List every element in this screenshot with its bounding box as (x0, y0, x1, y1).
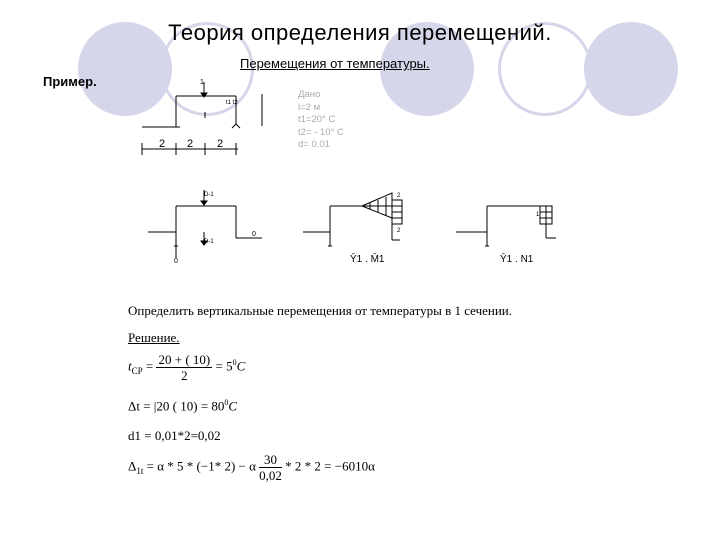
given-line: l=2 м (298, 101, 321, 113)
epure-value: 2 (397, 228, 401, 234)
unit-load-top: D-1 (204, 192, 214, 198)
dt-unit: C (228, 398, 238, 414)
given-line: t1=20° C (298, 114, 336, 125)
dimension-label: 2 (217, 138, 224, 150)
tcp-symbol: t (128, 358, 132, 374)
example-label: Пример. (43, 74, 97, 89)
tcp-unit: C (236, 358, 246, 374)
final-mid: = α * 5 * (−1* 2) − α (143, 458, 260, 474)
load-label: 1 (200, 79, 204, 86)
reaction-zero-right: 0 (252, 231, 256, 238)
final-subscript: 1t (136, 466, 144, 477)
tcp-result: = 5 (212, 358, 233, 374)
unit-load-bottom: D-1 (204, 239, 214, 245)
solution-label: Решение. (128, 330, 180, 345)
tcp-numerator: 20 + ( 10) (158, 352, 211, 367)
problem-question: Определить вертикальные перемещения от температуры в 1 сечении. (128, 303, 513, 318)
epure-value: 2 (397, 193, 401, 199)
formula-tcp: $t_{CP}$ = $\frac{20 + ( 10)}{2}$ = $5^0C$ (128, 352, 246, 383)
formula-d1: d1 = 0,01*2=0,02 (128, 428, 221, 443)
dt-text: Δt = |20 ( 10) = 80 (128, 398, 225, 414)
reaction-zero-left: 0 (174, 258, 178, 265)
formula-final (128, 452, 375, 483)
final-numerator: 30 (259, 452, 282, 468)
normal-epure-frame (456, 206, 556, 246)
final-fraction (259, 452, 282, 483)
given-line: d= 0.01 (298, 139, 330, 150)
tcp-fraction (156, 352, 212, 383)
given-line: Дано (298, 89, 321, 100)
slide-subtitle: Перемещения от температуры. (240, 56, 430, 71)
unit-state-frame (148, 190, 262, 258)
temperature-label: t1 t2 (226, 100, 238, 106)
tcp-denominator: 2 (181, 368, 188, 383)
moment-epure-frame (303, 193, 402, 246)
normal-value: 1 (536, 212, 540, 218)
final-right: * 2 * 2 = −6010α (281, 458, 375, 474)
formula-dt: Δt = |20 ( $10) = 80^0C$ (128, 398, 238, 414)
dimension-label: 2 (187, 138, 194, 150)
moment-epure-label: Ȳ1 . M̄1 (350, 254, 385, 265)
tcp-eq: = (142, 358, 157, 374)
tcp-subscript: CP (131, 366, 143, 377)
final-delta: Δ (128, 458, 137, 474)
final-denominator: 0,02 (259, 468, 282, 483)
dimension-label: 2 (159, 138, 166, 150)
given-line: t2= - 10° C (298, 126, 344, 138)
slide-title: Теория определения перемещений. (168, 20, 552, 45)
normal-epure-label: Ȳ1 . N1 (500, 254, 534, 265)
